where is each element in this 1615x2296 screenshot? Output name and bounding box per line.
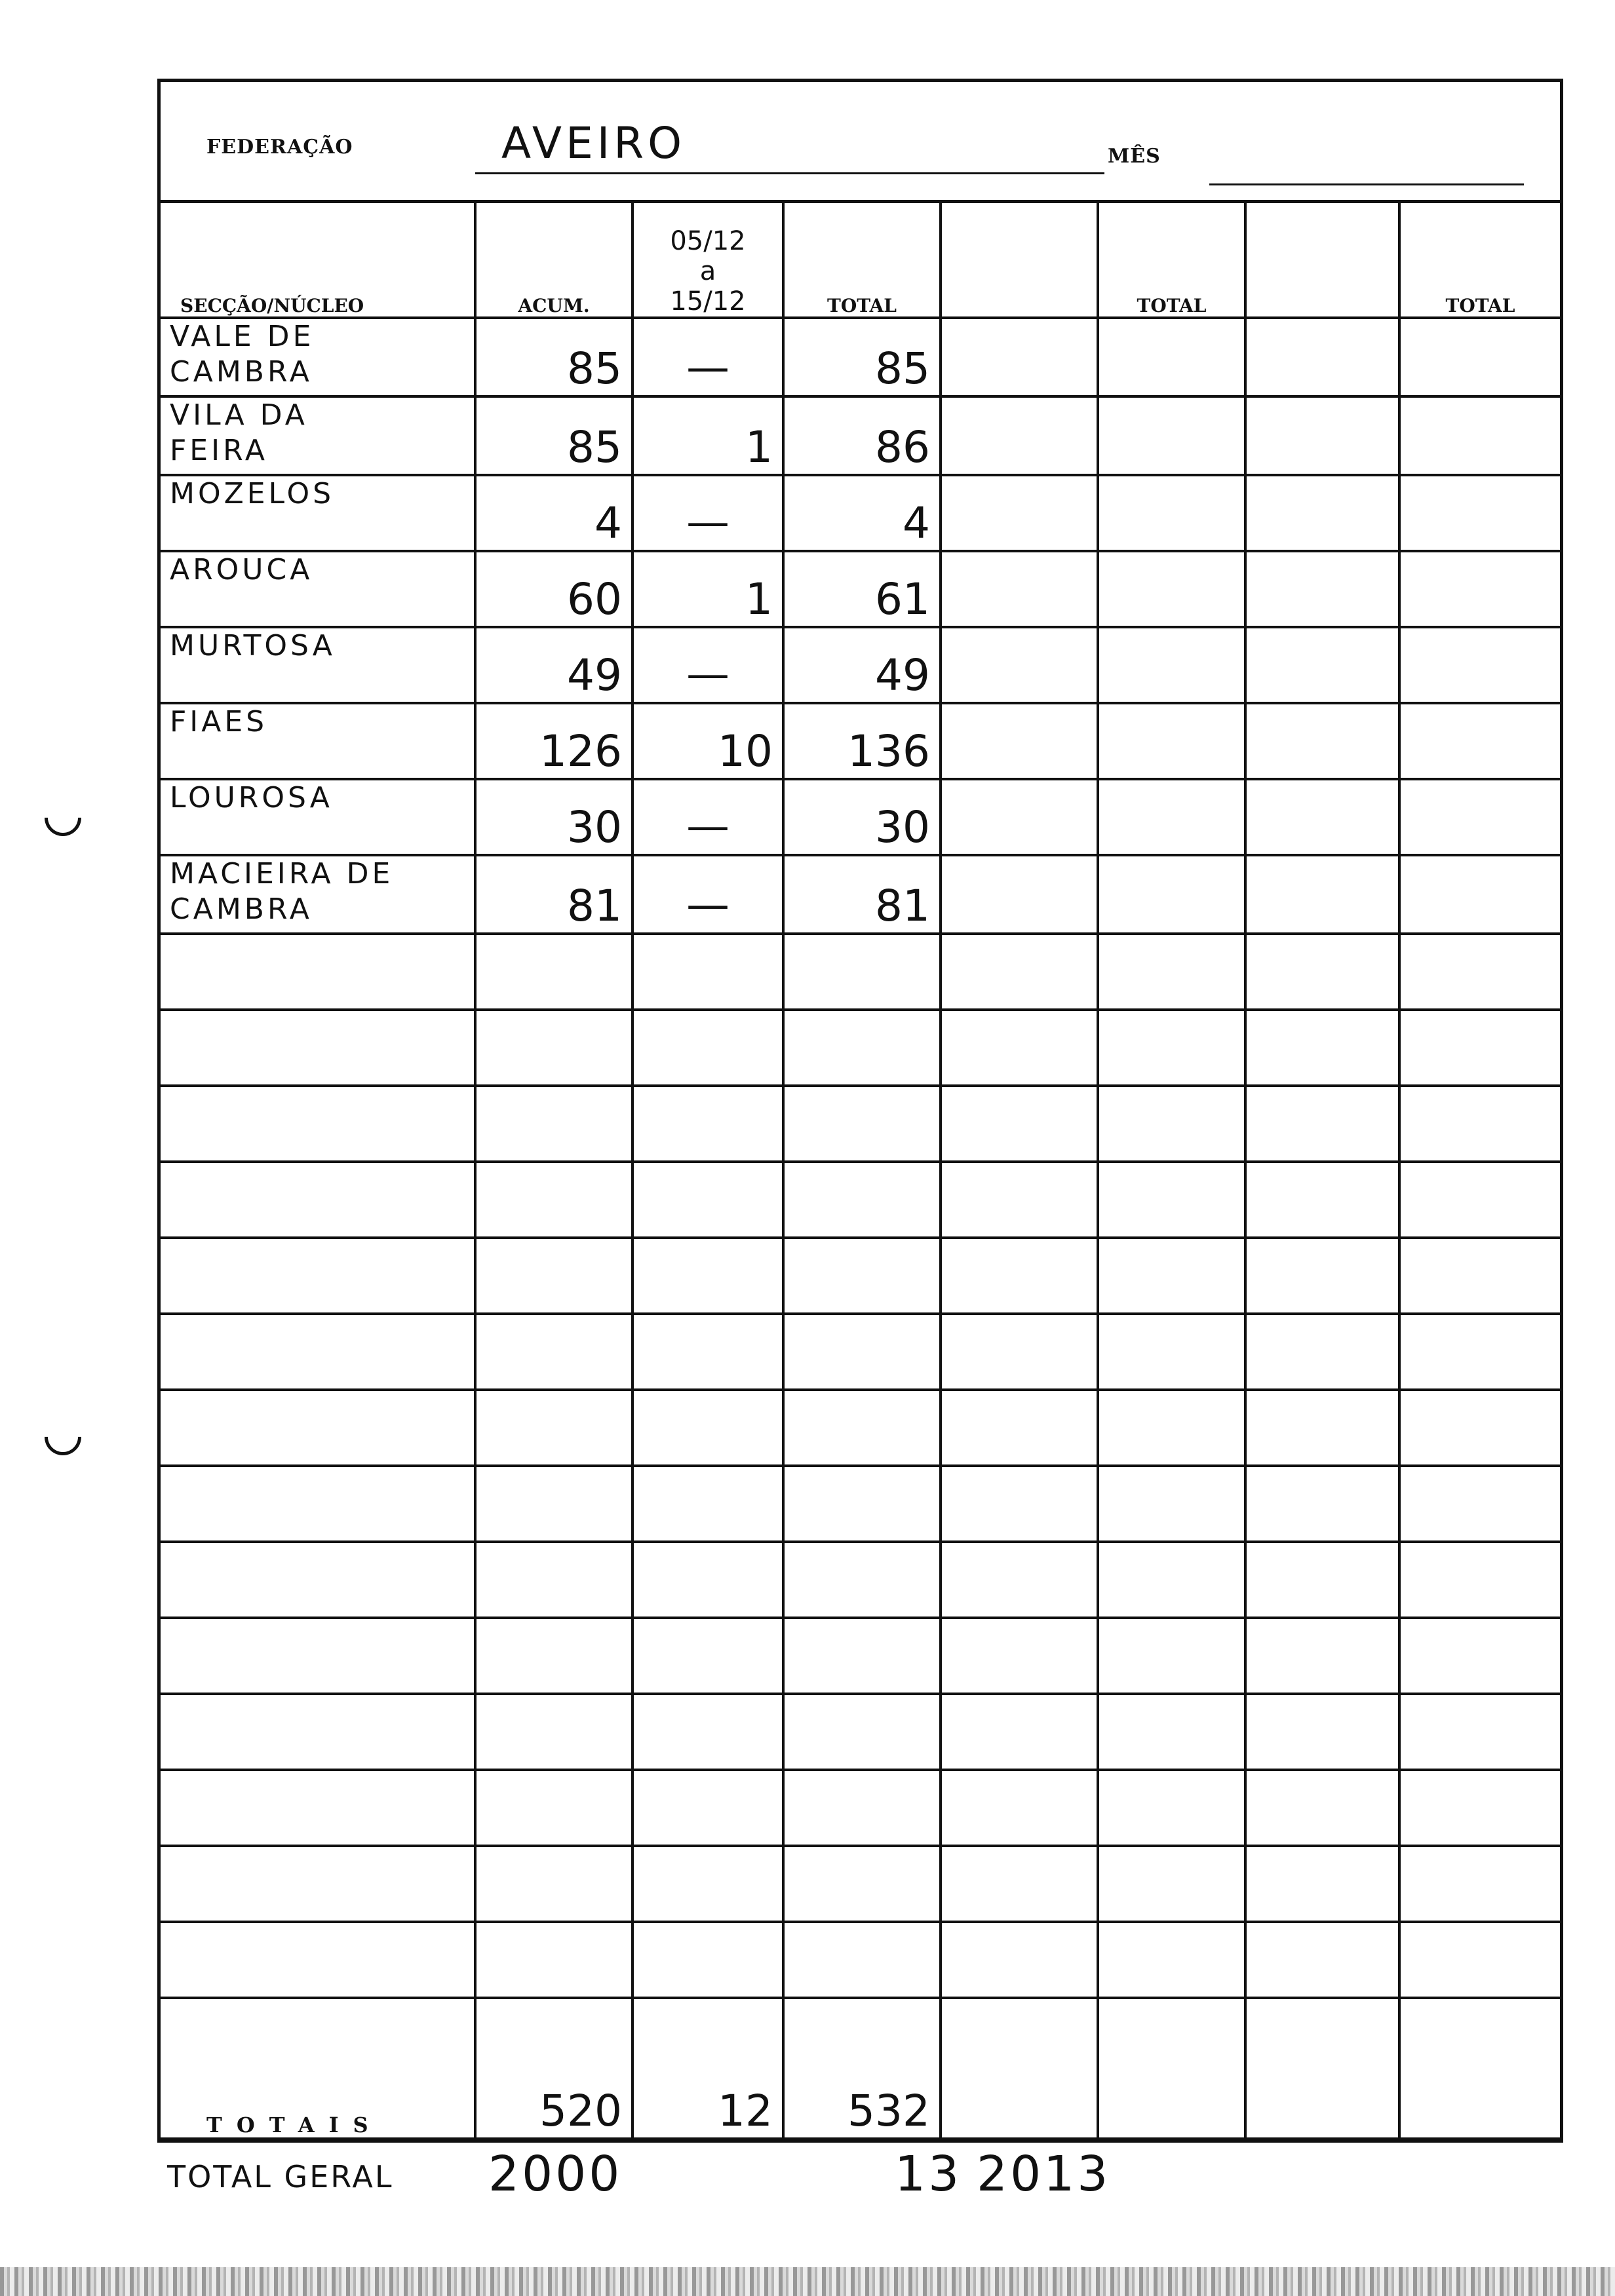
table-row xyxy=(161,475,1560,551)
total-value: 85 xyxy=(875,343,930,394)
blank-cell xyxy=(1098,318,1245,396)
blank-cell xyxy=(1245,934,1399,1010)
blank-cell xyxy=(941,1770,1098,1846)
period-value: — xyxy=(686,497,730,547)
blank-cell xyxy=(1245,1770,1399,1846)
blank-cell xyxy=(1245,551,1399,627)
blank-cell xyxy=(1098,1694,1245,1770)
blank-cell xyxy=(475,1238,632,1314)
blank-cell xyxy=(941,855,1098,934)
blank-cell xyxy=(1245,1846,1399,1922)
total-cell xyxy=(783,779,941,855)
seccao-cell xyxy=(161,551,475,627)
blank-cell xyxy=(1399,934,1560,1010)
blank-cell xyxy=(161,1162,475,1238)
acum-value: 85 xyxy=(567,422,622,472)
acum-value: 49 xyxy=(567,650,622,700)
blank-cell xyxy=(1098,1010,1245,1086)
blank-cell xyxy=(941,1162,1098,1238)
blank-cell xyxy=(161,1010,475,1086)
blank-cell xyxy=(783,934,941,1010)
seccao-cell xyxy=(161,627,475,703)
seccao-name: VILA DA FEIRA xyxy=(170,398,308,467)
totals-label-cell xyxy=(161,1998,475,2139)
blank-cell xyxy=(1399,396,1560,475)
blank-cell xyxy=(1245,1694,1399,1770)
punch-hole-upper xyxy=(37,792,88,843)
blank-cell xyxy=(1399,1162,1560,1238)
blank-cell xyxy=(1399,1542,1560,1618)
period-cell xyxy=(632,855,783,934)
form-header xyxy=(161,82,1560,203)
blank-cell xyxy=(941,627,1098,703)
total-cell xyxy=(783,627,941,703)
data-table xyxy=(161,200,1560,2140)
total-geral xyxy=(167,2146,1111,2218)
seccao-name: MOZELOS xyxy=(170,477,335,510)
blank-cell xyxy=(475,1010,632,1086)
acum-cell xyxy=(475,475,632,551)
blank-cell xyxy=(1399,1086,1560,1162)
empty-row xyxy=(161,1466,1560,1542)
blank-cell xyxy=(1399,1314,1560,1390)
blank-cell xyxy=(161,1390,475,1466)
blank-cell xyxy=(941,779,1098,855)
federacao-value: AVEIRO xyxy=(501,118,686,168)
blank-cell xyxy=(1399,627,1560,703)
col-period-header xyxy=(632,200,783,318)
blank-cell xyxy=(941,1086,1098,1162)
total-value: 4 xyxy=(903,498,930,548)
blank-cell xyxy=(1245,627,1399,703)
blank-cell xyxy=(1245,1466,1399,1542)
table-row xyxy=(161,318,1560,396)
blank-cell xyxy=(1098,1542,1245,1618)
blank-cell xyxy=(632,1846,783,1922)
acum-cell xyxy=(475,396,632,475)
period-cell xyxy=(632,318,783,396)
blank-cell xyxy=(941,1314,1098,1390)
table-row xyxy=(161,627,1560,703)
empty-row xyxy=(161,1010,1560,1086)
acum-cell xyxy=(475,551,632,627)
blank-cell xyxy=(475,1086,632,1162)
blank-cell xyxy=(161,1922,475,1998)
totals-total: 532 xyxy=(847,2086,930,2136)
empty-row xyxy=(161,1694,1560,1770)
seccao-cell xyxy=(161,475,475,551)
blank-cell xyxy=(1399,1390,1560,1466)
acum-cell xyxy=(475,627,632,703)
empty-row xyxy=(161,1618,1560,1694)
totals-blank-cell xyxy=(1245,1998,1399,2139)
col-seccao-header: SECÇÃO/NÚCLEO xyxy=(161,200,475,318)
blank-cell xyxy=(632,1542,783,1618)
blank-cell xyxy=(941,551,1098,627)
blank-cell xyxy=(161,1086,475,1162)
period-value: — xyxy=(686,649,730,699)
blank-cell xyxy=(941,934,1098,1010)
blank-cell xyxy=(1098,1846,1245,1922)
blank-cell xyxy=(161,1542,475,1618)
blank-cell xyxy=(632,1162,783,1238)
acum-cell xyxy=(475,703,632,779)
acum-value: 60 xyxy=(567,574,622,624)
blank-cell xyxy=(1399,1466,1560,1542)
empty-row xyxy=(161,1846,1560,1922)
blank-cell xyxy=(1399,475,1560,551)
blank-cell xyxy=(941,1010,1098,1086)
totals-acum: 520 xyxy=(539,2086,622,2136)
table-row xyxy=(161,855,1560,934)
blank-cell xyxy=(941,1694,1098,1770)
blank-cell xyxy=(1245,855,1399,934)
period-cell xyxy=(632,475,783,551)
total-value: 61 xyxy=(875,574,930,624)
blank-cell xyxy=(161,1618,475,1694)
acum-cell xyxy=(475,855,632,934)
federacao-label: FEDERAÇÃO xyxy=(206,136,353,159)
blank-cell xyxy=(1098,703,1245,779)
blank-cell xyxy=(1098,1390,1245,1466)
period-cell xyxy=(632,396,783,475)
blank-cell xyxy=(1399,1010,1560,1086)
blank-cell xyxy=(161,1694,475,1770)
blank-cell xyxy=(161,1846,475,1922)
total-cell xyxy=(783,551,941,627)
blank-cell xyxy=(475,1618,632,1694)
period-cell xyxy=(632,779,783,855)
totals-blank-cell xyxy=(941,1998,1098,2139)
table-row xyxy=(161,396,1560,475)
blank-cell xyxy=(1245,1618,1399,1694)
header-row xyxy=(161,200,1560,318)
blank-cell xyxy=(475,1390,632,1466)
period-label: 05/12 a 15/12 xyxy=(670,226,746,316)
blank-cell xyxy=(1245,1010,1399,1086)
blank-cell xyxy=(1098,855,1245,934)
blank-cell xyxy=(161,1466,475,1542)
table-row xyxy=(161,551,1560,627)
blank-cell xyxy=(1399,855,1560,934)
period-value: 10 xyxy=(718,726,773,776)
total-value: 49 xyxy=(875,650,930,700)
totals-row xyxy=(161,1998,1560,2139)
blank-cell xyxy=(941,1238,1098,1314)
blank-cell xyxy=(1098,1466,1245,1542)
empty-row xyxy=(161,934,1560,1010)
blank-cell xyxy=(1399,1694,1560,1770)
seccao-cell xyxy=(161,779,475,855)
total-cell xyxy=(783,475,941,551)
totals-blank-cell xyxy=(1098,1998,1245,2139)
col-acum-header: ACUM. xyxy=(475,200,632,318)
blank-cell xyxy=(783,1846,941,1922)
total-cell xyxy=(783,703,941,779)
acum-value: 126 xyxy=(539,726,622,776)
table-row xyxy=(161,703,1560,779)
col-total-header-1: TOTAL xyxy=(783,200,941,318)
blank-cell xyxy=(783,1086,941,1162)
total-cell xyxy=(783,318,941,396)
blank-cell xyxy=(161,1238,475,1314)
acum-value: 81 xyxy=(567,881,622,931)
blank-cell xyxy=(632,1010,783,1086)
blank-cell xyxy=(1399,1238,1560,1314)
total-value: 86 xyxy=(875,422,930,472)
total-value: 30 xyxy=(875,802,930,852)
total-geral-total: 2013 xyxy=(977,2146,1111,2202)
seccao-name: LOUROSA xyxy=(170,781,333,814)
blank-cell xyxy=(1098,779,1245,855)
blank-cell xyxy=(632,934,783,1010)
empty-row xyxy=(161,1770,1560,1846)
blank-cell xyxy=(1399,551,1560,627)
blank-cell xyxy=(941,1466,1098,1542)
blank-cell xyxy=(632,1694,783,1770)
blank-cell xyxy=(941,703,1098,779)
blank-cell xyxy=(475,1694,632,1770)
seccao-cell xyxy=(161,396,475,475)
blank-cell xyxy=(1245,1542,1399,1618)
seccao-name: VALE DE CAMBRA xyxy=(170,320,315,389)
col-total-header-2: TOTAL xyxy=(1098,200,1245,318)
blank-cell xyxy=(1098,396,1245,475)
blank-cell xyxy=(1245,1238,1399,1314)
blank-cell xyxy=(941,1542,1098,1618)
blank-cell xyxy=(1098,1314,1245,1390)
total-cell xyxy=(783,855,941,934)
blank-cell xyxy=(941,396,1098,475)
blank-cell xyxy=(1399,1770,1560,1846)
blank-cell xyxy=(941,1922,1098,1998)
blank-cell xyxy=(783,1542,941,1618)
seccao-name: FIAES xyxy=(170,705,268,738)
blank-cell xyxy=(1245,1314,1399,1390)
totals-period: 12 xyxy=(718,2086,773,2136)
totals-total-cell xyxy=(783,1998,941,2139)
period-cell xyxy=(632,627,783,703)
blank-cell xyxy=(1245,1162,1399,1238)
blank-cell xyxy=(1098,1922,1245,1998)
blank-cell xyxy=(475,1314,632,1390)
empty-row xyxy=(161,1922,1560,1998)
period-value: — xyxy=(686,801,730,851)
empty-row xyxy=(161,1086,1560,1162)
blank-cell xyxy=(475,1466,632,1542)
blank-cell xyxy=(632,1238,783,1314)
acum-value: 4 xyxy=(594,498,622,548)
blank-cell xyxy=(783,1010,941,1086)
seccao-cell xyxy=(161,855,475,934)
period-value: — xyxy=(686,342,730,392)
blank-cell xyxy=(632,1086,783,1162)
blank-cell xyxy=(1399,703,1560,779)
empty-row xyxy=(161,1238,1560,1314)
total-value: 81 xyxy=(875,881,930,931)
blank-cell xyxy=(475,934,632,1010)
blank-cell xyxy=(632,1466,783,1542)
blank-cell xyxy=(1098,934,1245,1010)
blank-cell xyxy=(1399,318,1560,396)
blank-cell xyxy=(1098,1238,1245,1314)
blank-cell xyxy=(1245,1390,1399,1466)
totals-acum-cell xyxy=(475,1998,632,2139)
blank-cell xyxy=(1245,1922,1399,1998)
blank-cell xyxy=(941,1618,1098,1694)
blank-cell xyxy=(1245,779,1399,855)
mes-underline xyxy=(1209,183,1524,185)
period-cell xyxy=(632,551,783,627)
blank-cell xyxy=(941,1846,1098,1922)
period-cell xyxy=(632,703,783,779)
period-value: 1 xyxy=(745,574,773,624)
acum-cell xyxy=(475,779,632,855)
acum-cell xyxy=(475,318,632,396)
blank-cell xyxy=(632,1770,783,1846)
col-blank-header-1 xyxy=(941,200,1098,318)
blank-cell xyxy=(1399,1922,1560,1998)
empty-row xyxy=(161,1314,1560,1390)
blank-cell xyxy=(632,1314,783,1390)
empty-row xyxy=(161,1542,1560,1618)
blank-cell xyxy=(1245,396,1399,475)
total-cell xyxy=(783,396,941,475)
seccao-name: MURTOSA xyxy=(170,629,336,662)
blank-cell xyxy=(475,1922,632,1998)
blank-cell xyxy=(783,1162,941,1238)
total-geral-acum: 2000 xyxy=(488,2146,623,2202)
blank-cell xyxy=(1098,1086,1245,1162)
blank-cell xyxy=(161,934,475,1010)
blank-cell xyxy=(161,1770,475,1846)
total-geral-period: 13 xyxy=(895,2146,962,2202)
scan-noise-strip xyxy=(0,2267,1615,2296)
blank-cell xyxy=(1098,1162,1245,1238)
blank-cell xyxy=(783,1694,941,1770)
blank-cell xyxy=(783,1618,941,1694)
blank-cell xyxy=(161,1314,475,1390)
total-value: 136 xyxy=(847,726,930,776)
blank-cell xyxy=(1098,551,1245,627)
seccao-cell xyxy=(161,703,475,779)
blank-cell xyxy=(1245,703,1399,779)
col-blank-header-2 xyxy=(1245,200,1399,318)
totals-label: TOTAIS xyxy=(206,2113,383,2137)
blank-cell xyxy=(1098,475,1245,551)
blank-cell xyxy=(1245,318,1399,396)
blank-cell xyxy=(1098,1618,1245,1694)
blank-cell xyxy=(1098,1770,1245,1846)
blank-cell xyxy=(632,1390,783,1466)
blank-cell xyxy=(783,1314,941,1390)
blank-cell xyxy=(1399,779,1560,855)
blank-cell xyxy=(1245,1086,1399,1162)
period-value: 1 xyxy=(745,422,773,472)
totals-period-cell xyxy=(632,1998,783,2139)
acum-value: 30 xyxy=(567,802,622,852)
total-geral-label: TOTAL GERAL xyxy=(167,2159,394,2194)
blank-cell xyxy=(941,1390,1098,1466)
acum-value: 85 xyxy=(567,343,622,394)
seccao-name: MACIEIRA DE CAMBRA xyxy=(170,857,394,926)
blank-cell xyxy=(941,475,1098,551)
empty-row xyxy=(161,1162,1560,1238)
blank-cell xyxy=(632,1618,783,1694)
seccao-cell xyxy=(161,318,475,396)
blank-cell xyxy=(783,1770,941,1846)
blank-cell xyxy=(1399,1846,1560,1922)
report-form xyxy=(157,79,1563,2143)
blank-cell xyxy=(632,1922,783,1998)
blank-cell xyxy=(1399,1618,1560,1694)
federacao-underline xyxy=(475,172,1104,174)
punch-hole-lower xyxy=(37,1411,88,1463)
totals-blank-cell xyxy=(1399,1998,1560,2139)
blank-cell xyxy=(783,1238,941,1314)
blank-cell xyxy=(1098,627,1245,703)
blank-cell xyxy=(475,1162,632,1238)
blank-cell xyxy=(1245,475,1399,551)
period-value: — xyxy=(686,879,730,930)
blank-cell xyxy=(475,1770,632,1846)
seccao-name: AROUCA xyxy=(170,553,313,586)
blank-cell xyxy=(783,1466,941,1542)
col-total-header-3: TOTAL xyxy=(1399,200,1560,318)
blank-cell xyxy=(783,1922,941,1998)
empty-row xyxy=(161,1390,1560,1466)
table-row xyxy=(161,779,1560,855)
blank-cell xyxy=(475,1542,632,1618)
blank-cell xyxy=(783,1390,941,1466)
blank-cell xyxy=(475,1846,632,1922)
mes-label: MÊS xyxy=(1108,145,1161,168)
blank-cell xyxy=(941,318,1098,396)
